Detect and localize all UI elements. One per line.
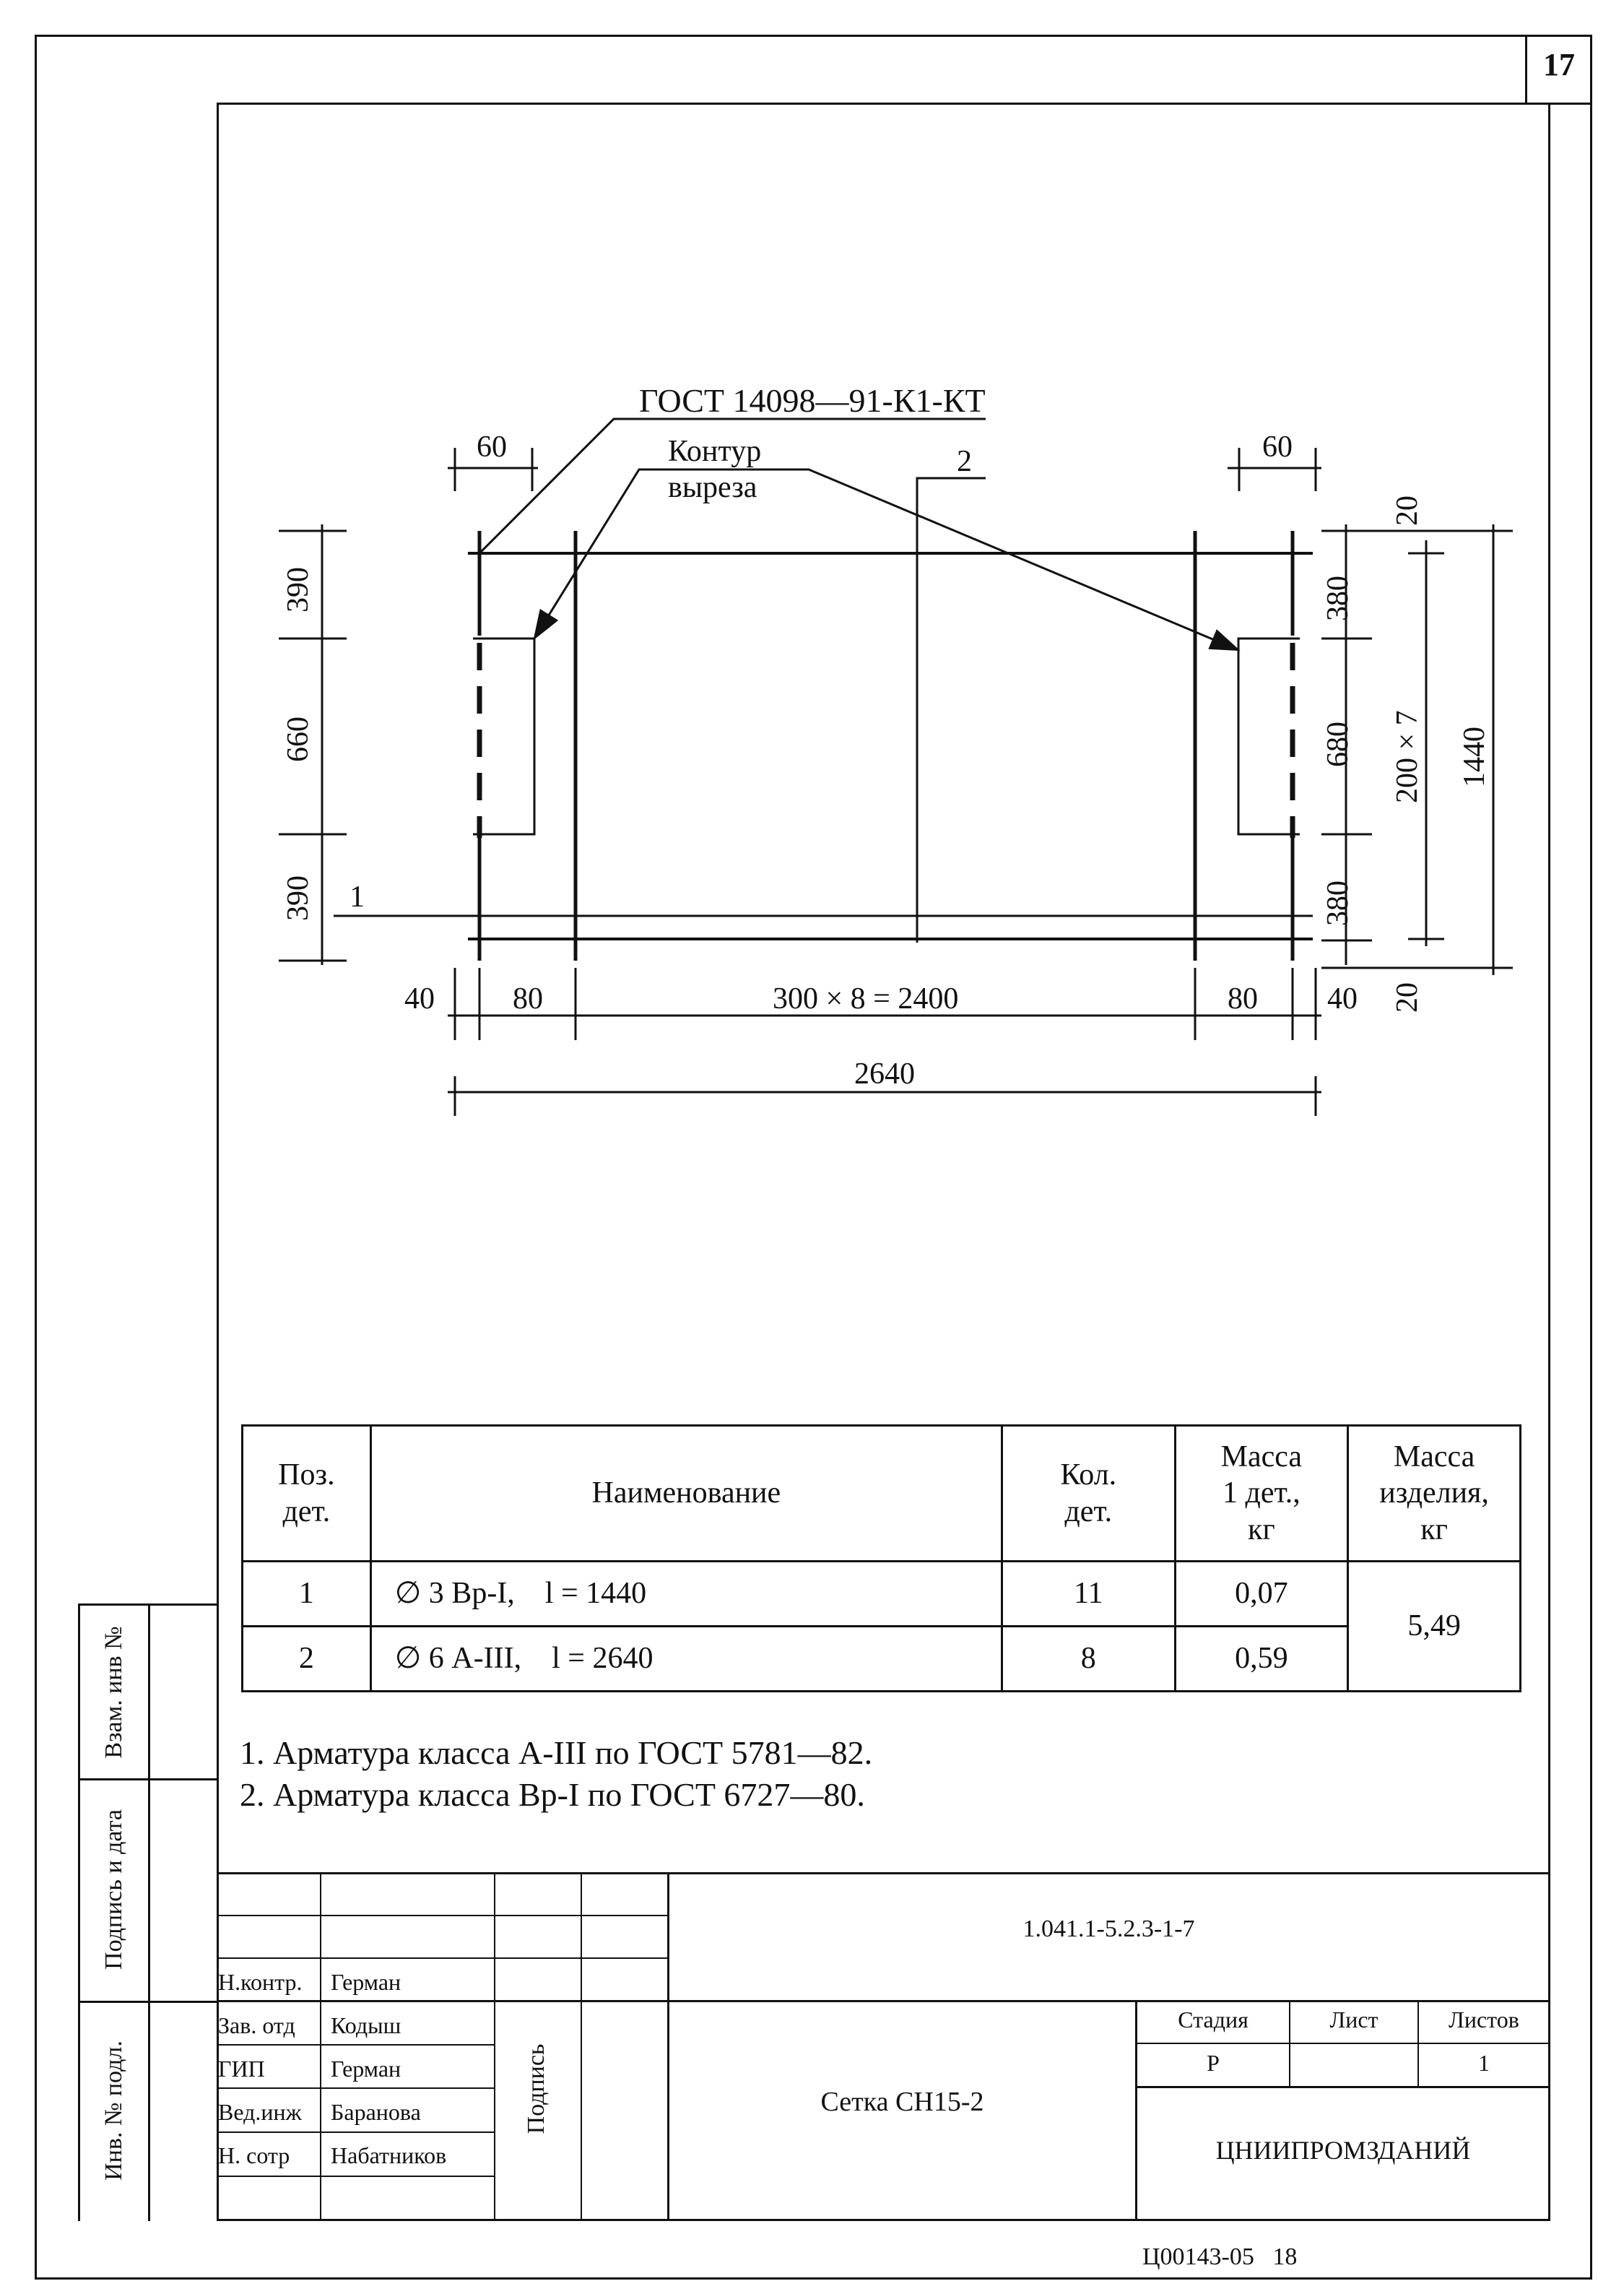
sheets-label: Листов: [1449, 2007, 1519, 2033]
inner-frame-bottom: [217, 2219, 1550, 2221]
dim-right-200x7: 200 × 7: [1391, 710, 1424, 803]
cut-contour-label-2: выреза: [668, 471, 757, 504]
dim-left-660: 660: [282, 717, 315, 762]
spec-header-row: [243, 1426, 1521, 1562]
header-pos: Поз. дет.: [243, 1426, 371, 1562]
dim-left-390-bottom: 390: [282, 875, 315, 921]
dim-top-right-60: 60: [1262, 430, 1293, 464]
tb-row-2: [217, 1957, 669, 1959]
dim-right-1440: 1440: [1458, 727, 1491, 787]
document-code: 1.041.1-5.2.3-1-7: [1022, 1916, 1195, 1942]
tb-col-1: [320, 1872, 321, 2219]
tb-col-2: [494, 1872, 495, 2219]
specification-table: [241, 1424, 1521, 1692]
dim-right-380-bottom: 380: [1321, 880, 1355, 926]
side-stamp-line-1: [78, 1778, 219, 1780]
signature-label: Подпись: [523, 2043, 550, 2134]
row1-pos: 1: [243, 1562, 371, 1627]
row1-mass: 0,07: [1175, 1562, 1348, 1627]
header-qty: Кол. дет.: [1002, 1426, 1176, 1562]
pos2-leader: [917, 478, 986, 520]
tb-row-3: [217, 2000, 1550, 2002]
left-cut-contour: [473, 639, 534, 834]
stage-label: Стадия: [1178, 2007, 1249, 2033]
table-row: [243, 1627, 1521, 1692]
position-2-label: 2: [957, 445, 972, 478]
tb-row-1: [217, 1915, 669, 1916]
name-2: Кодыш: [331, 2012, 401, 2038]
dim-bottom-40-right: 40: [1327, 982, 1358, 1016]
row1-name: ∅ 3 Вр-I, l = 1440: [370, 1562, 1002, 1627]
position-1-label: 1: [349, 880, 365, 914]
cut-contour-label-1: Контур: [668, 435, 762, 468]
tb-row-4: [217, 2044, 494, 2046]
role-1: Н.контр.: [218, 1969, 303, 1995]
dim-right-20-top: 20: [1391, 495, 1424, 526]
tb-row-5: [217, 2087, 494, 2089]
organization-name: ЦНИИПРОМЗДАНИЙ: [1215, 2136, 1471, 2165]
sheet-label: Лист: [1329, 2007, 1378, 2033]
footer-code: Ц00143-05 18: [1142, 2243, 1298, 2270]
side-stamp-line-2: [78, 2001, 219, 2003]
dim-top-left-60: 60: [477, 430, 507, 464]
dim-bottom-80-right: 80: [1228, 982, 1258, 1016]
total-mass: 5,49: [1348, 1562, 1521, 1692]
side-stamp-divider: [148, 1603, 150, 2221]
stamp-replaced-inv: Взам. инв №: [100, 1626, 127, 1759]
side-stamp-left: [78, 1603, 80, 2221]
dim-bottom-80-left: 80: [513, 982, 543, 1016]
note-2: 2. Арматура класса Вр-I по ГОСТ 6727—80.: [240, 1776, 865, 1813]
tb-row-7: [217, 2176, 494, 2177]
dim-bottom-40-left: 40: [404, 982, 435, 1016]
tb-stage-row-2: [1135, 2086, 1550, 2088]
dim-overall-2640: 2640: [854, 1057, 915, 1091]
header-mass-one: Масса 1 дет., кг: [1175, 1426, 1348, 1562]
row2-pos: 2: [243, 1627, 371, 1692]
header-name: Наименование: [370, 1426, 1002, 1562]
dim-right-380-top: 380: [1321, 576, 1355, 621]
side-stamp-top: [78, 1603, 219, 1606]
dim-right-20-bottom: 20: [1391, 982, 1424, 1013]
role-3: ГИП: [218, 2056, 265, 2082]
outer-frame-bottom: [35, 2277, 1592, 2280]
stage-value: Р: [1207, 2050, 1220, 2076]
tb-row-6: [217, 2131, 494, 2133]
role-5: Н. сотр: [218, 2142, 290, 2168]
stamp-signature-date: Подпись и дата: [100, 1809, 127, 1970]
role-2: Зав. отд: [218, 2012, 295, 2038]
name-4: Баранова: [331, 2099, 421, 2125]
dim-bottom-2400: 300 × 8 = 2400: [773, 982, 959, 1016]
role-4: Вед.инж: [218, 2099, 302, 2125]
dim-left-390-top: 390: [282, 567, 315, 613]
name-3: Герман: [331, 2056, 401, 2082]
sheets-value: 1: [1478, 2050, 1490, 2076]
tb-col-3: [581, 1872, 582, 2219]
note-1: 1. Арматура класса А-III по ГОСТ 5781—82.: [240, 1734, 873, 1771]
stamp-inv-original: Инв. № подл.: [100, 2040, 127, 2181]
table-row: [243, 1562, 1521, 1627]
tb-top: [217, 1872, 1550, 1874]
row2-mass: 0,59: [1175, 1627, 1348, 1692]
row2-name: ∅ 6 А-III, l = 2640: [370, 1627, 1002, 1692]
cut-leader-right: [765, 469, 1238, 650]
gost-label: ГОСТ 14098—91-К1-КТ: [639, 382, 986, 419]
row1-qty: 11: [1002, 1562, 1176, 1627]
row2-qty: 8: [1002, 1627, 1176, 1692]
header-mass-total: Масса изделия, кг: [1348, 1426, 1521, 1562]
dim-right-680: 680: [1321, 722, 1355, 767]
tb-stage-row-1: [1135, 2043, 1550, 2044]
name-1: Герман: [331, 1969, 401, 1995]
page-number: 17: [1543, 47, 1575, 82]
name-5: Набатников: [331, 2142, 447, 2168]
product-name: Сетка СН15-2: [820, 2087, 984, 2117]
